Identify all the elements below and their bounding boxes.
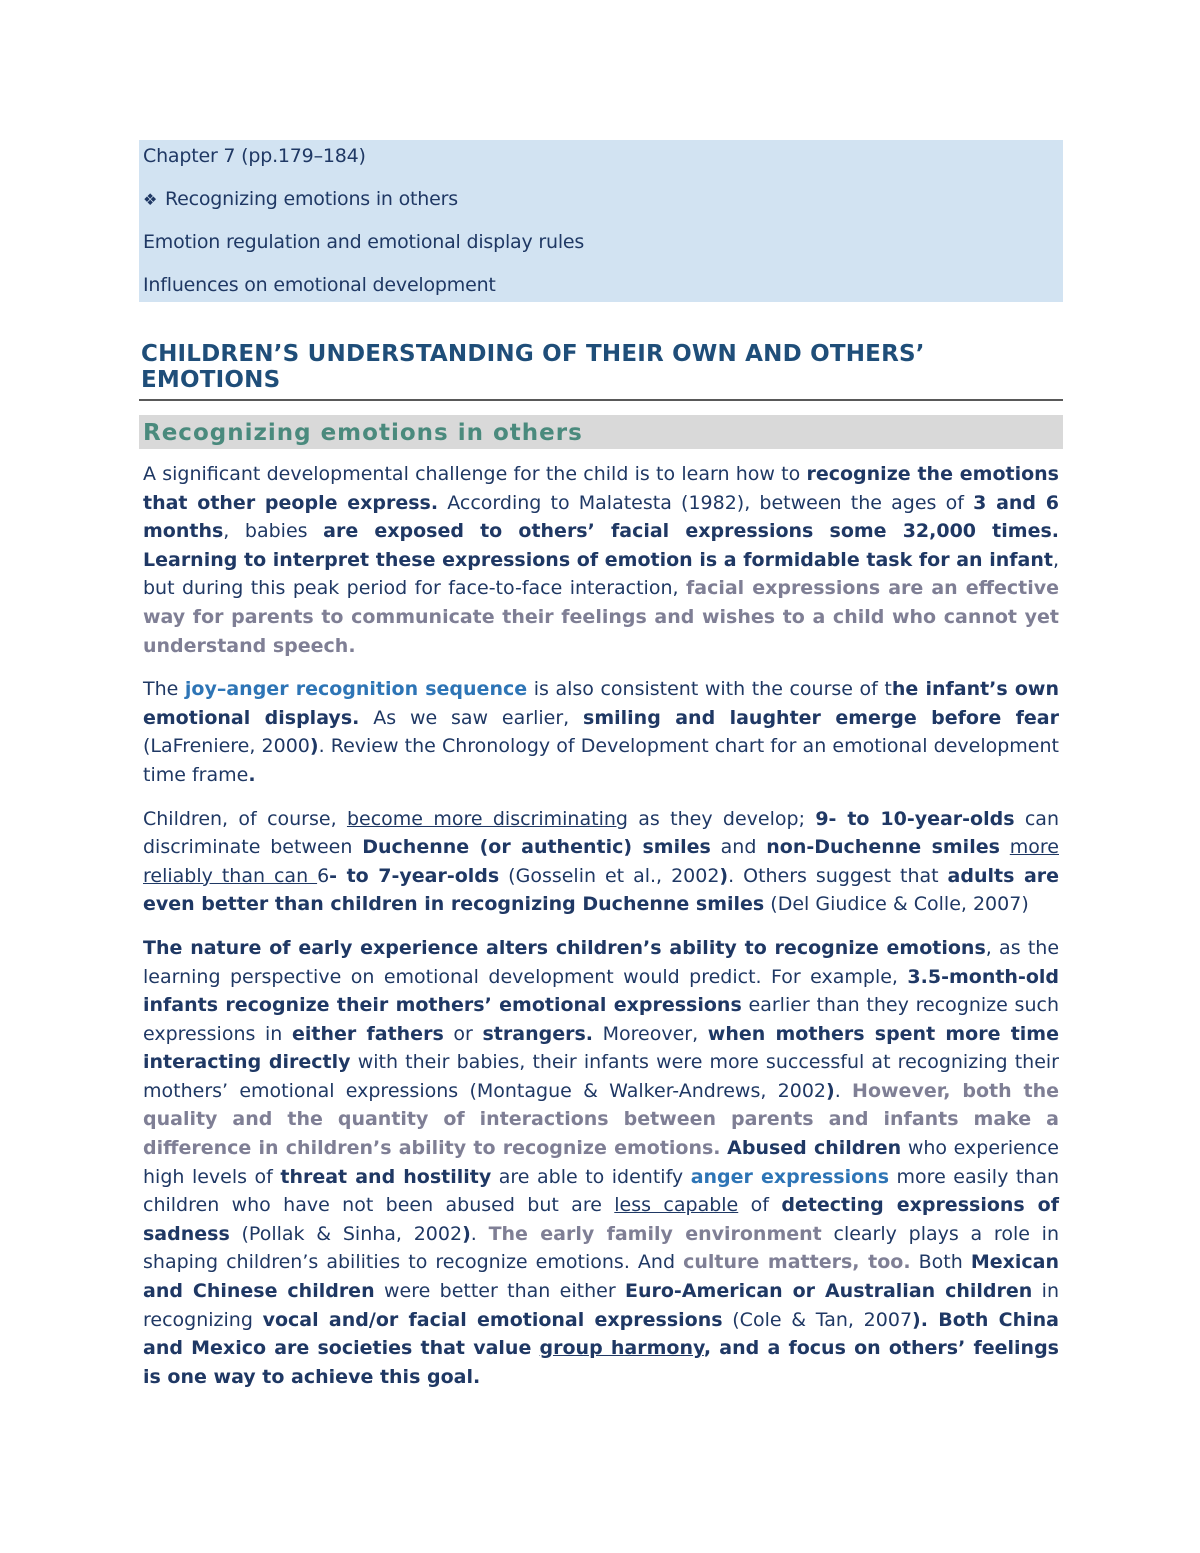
emphasis-run: threat and hostility: [280, 1165, 492, 1188]
gray-emphasis-run: The early family environment: [488, 1222, 822, 1245]
emphasis-run: recognize the emotions that other people express.: [143, 463, 1059, 514]
outline-item-label: Recognizing emotions in others: [165, 188, 458, 210]
text-run: 6: [317, 864, 330, 887]
text-run: . And: [623, 1251, 684, 1274]
emphasis-run: Mexican and Chinese children: [143, 1251, 1060, 1303]
emphasis-run: - to 7-year-olds: [329, 864, 500, 887]
text-run: As we saw earlier,: [359, 706, 584, 729]
emphasis-run: Abused children: [727, 1137, 902, 1160]
emphasis-run: Duchenne (or authentic) smiles: [362, 836, 711, 859]
document-page: [139, 140, 1063, 1391]
emphasis-run: either fathers: [292, 1022, 444, 1045]
text-run: with their babies, their infants were more successful at recognizing their mothers’ emotional expressions (Montague & Walker-Andrews, 2002: [143, 1051, 1059, 1102]
text-run: of: [738, 1194, 782, 1217]
diamond-bullet-icon: ❖: [143, 190, 158, 209]
underlined-emphasis-run: group harmony: [539, 1337, 704, 1360]
emphasis-run: The nature of early experience alters children’s ability to recognize emotions: [143, 936, 986, 959]
text-run: earlier than they recognize such expressions in: [143, 994, 1059, 1045]
text-run: .: [834, 1079, 853, 1102]
text-run: (LaFreniere, 2000: [143, 735, 310, 758]
text-run: who experience high levels of: [143, 1137, 1059, 1188]
emphasis-run: detecting expressions of sadness: [143, 1194, 1059, 1245]
chapter-outline-box: [139, 140, 1063, 302]
text-run: , but during this peak period for face-to-face interaction,: [143, 548, 1059, 600]
underlined-run: less capable: [614, 1194, 739, 1217]
emphasis-run: he infant’s own emotional displays.: [143, 678, 1059, 729]
text-run: clearly plays a role in shaping children’s abilities to recognize emotions: [143, 1222, 1059, 1274]
emphasis-run: . Both China and Mexico are societies that value: [143, 1308, 1059, 1360]
outline-item-recognizing: [143, 189, 1059, 210]
emphasis-run: ): [309, 735, 319, 758]
emphasis-run: adults are even better than children in recognizing Duchenne smiles: [143, 864, 1060, 916]
text-run: can discriminate between: [143, 807, 1059, 859]
text-run: , babies: [223, 520, 324, 543]
text-run: Children, of course,: [143, 807, 347, 830]
text-run: are able to identify: [491, 1165, 691, 1188]
emphasis-run: 3 and 6 months: [143, 491, 1059, 543]
paragraph-2: [139, 675, 1063, 789]
emphasis-run: ): [826, 1079, 835, 1102]
text-run: , as the learning perspective on emotional development would predict: [143, 936, 1060, 988]
text-run: The: [143, 678, 185, 701]
text-run: . Others suggest that: [728, 864, 948, 887]
text-run: (Cole & Tan, 2007: [722, 1308, 913, 1331]
text-run: and: [710, 836, 767, 859]
outline-item-regulation: Emotion regulation and emotional display rules: [143, 231, 585, 253]
emphasis-run: vocal and/or facial emotional expressions: [262, 1308, 723, 1331]
emphasis-run: ): [462, 1222, 471, 1245]
text-run: Moreover,: [592, 1022, 708, 1045]
text-run: as they develop;: [627, 807, 816, 830]
text-run: (Pollak & Sinha, 2002: [229, 1222, 463, 1245]
chapter-reference: Chapter 7 (pp.179–184): [143, 145, 366, 167]
paragraph-1: [139, 460, 1063, 660]
text-run: A significant developmental challenge for the child is to learn how to: [143, 463, 807, 485]
emphasis-run: smiling and laughter emerge before fear: [583, 706, 1059, 729]
gray-emphasis-run: facial expressions are an effective way for parents to communicate their feelings and wishes to a child who cannot yet understand speech.: [143, 577, 1059, 657]
underlined-run: more reliably than can: [143, 836, 1059, 887]
text-run: were better than either: [374, 1280, 625, 1303]
paragraph-4: [139, 934, 1063, 1392]
emphasis-run: 3.5-month-old infants recognize their mothers’ emotional expressions: [143, 965, 1060, 1017]
text-run: or: [443, 1022, 483, 1045]
emphasis-run: ): [719, 864, 729, 887]
text-run: (Del Giudice & Colle, 2007): [764, 893, 1029, 916]
text-run: . Review the Chronology of Development chart for an emotional development time frame: [143, 735, 1059, 786]
emphasis-run: are exposed to others’ facial expressions some 32,000 times.: [323, 520, 1059, 543]
text-run: . For example,: [755, 965, 908, 988]
gray-emphasis-run: culture matters, too.: [683, 1251, 911, 1274]
emphasis-run: when mothers spent more time interacting directly: [143, 1022, 1059, 1074]
paragraph-3: [139, 805, 1063, 919]
emphasis-run: , and a focus on others’ feelings is one way to achieve this goal.: [143, 1337, 1059, 1388]
text-run: Both: [910, 1251, 971, 1274]
underlined-run: become more discriminating: [346, 807, 628, 830]
emphasis-run: Euro-American or Australian children: [625, 1280, 1033, 1303]
text-run: [1000, 836, 1010, 858]
emphasis-run: .: [248, 763, 256, 786]
text-run: more easily than children who have not been abused but are: [143, 1165, 1060, 1217]
text-run: According to Malatesta (1982), between the ages of: [438, 491, 974, 514]
emphasis-run: strangers.: [482, 1022, 593, 1045]
gray-emphasis-run: However, both the quality and the quantity of interactions between parents and infants make a difference in children’s ability to recognize emotions.: [143, 1079, 1059, 1160]
blue-emphasis-run: joy–anger recognition sequence: [184, 678, 528, 701]
section-heading: CHILDREN’S UNDERSTANDING OF THEIR OWN AND OTHERS’ EMOTIONS: [139, 341, 1063, 401]
text-run: is also consistent with the course of t: [527, 678, 892, 701]
emphasis-run: Learning to interpret these expressions of emotion is a formidable task for an infant: [143, 548, 1053, 571]
subsection-heading: Recognizing emotions in others: [139, 415, 1063, 449]
text-run: .: [470, 1222, 489, 1245]
text-run: (Gosselin et al., 2002: [499, 864, 720, 887]
emphasis-run: 9- to 10-year-olds: [815, 807, 1015, 830]
outline-item-influences: Influences on emotional development: [143, 274, 496, 296]
emphasis-run: ): [912, 1308, 921, 1331]
emphasis-run: non-Duchenne smiles: [766, 836, 1000, 859]
blue-emphasis-run: anger expressions: [690, 1165, 890, 1188]
text-run: in recognizing: [143, 1280, 1059, 1331]
